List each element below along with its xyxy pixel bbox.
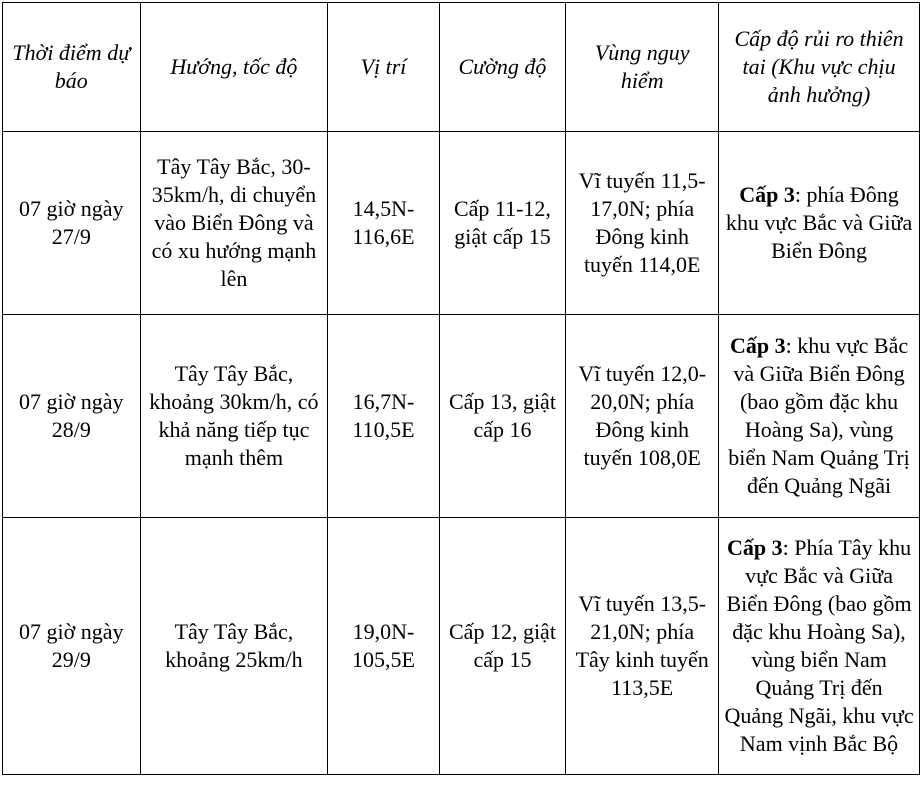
cell-direction-speed: Tây Tây Bắc, 30-35km/h, di chuyển vào Biển Đông và có xu hướng mạnh lên	[140, 132, 328, 315]
table-row	[3, 315, 920, 518]
table-row	[3, 132, 920, 315]
cell-direction-speed: Tây Tây Bắc, khoảng 25km/h	[140, 518, 328, 775]
cell-intensity: Cấp 11-12, giật cấp 15	[439, 132, 566, 315]
cell-risk-level	[719, 518, 920, 775]
header-time: Thời điểm dự báo	[3, 3, 141, 132]
table-row	[3, 518, 920, 775]
cell-time: 07 giờ ngày 27/9	[3, 132, 141, 315]
header-direction-speed: Hướng, tốc độ	[140, 3, 328, 132]
cell-risk-level	[719, 315, 920, 518]
cell-direction-speed: Tây Tây Bắc, khoảng 30km/h, có khả năng tiếp tục mạnh thêm	[140, 315, 328, 518]
risk-level-label: Cấp 3	[739, 182, 795, 207]
risk-level-label: Cấp 3	[729, 333, 786, 358]
cell-intensity: Cấp 12, giật cấp 15	[439, 518, 566, 775]
cell-position: 19,0N-105,5E	[328, 518, 439, 775]
risk-area-text: : phía Đông khu vực Bắc và Giữa Biển Đông	[725, 182, 913, 263]
cell-risk-level	[719, 132, 920, 315]
cell-danger-zone: Vĩ tuyến 13,5-21,0N; phía Tây kinh tuyến 113,5E	[566, 518, 719, 775]
header-position: Vị trí	[328, 3, 439, 132]
cell-time: 07 giờ ngày 29/9	[3, 518, 141, 775]
cell-danger-zone: Vĩ tuyến 11,5-17,0N; phía Đông kinh tuyến 114,0E	[566, 132, 719, 315]
cell-position: 14,5N-116,6E	[328, 132, 439, 315]
risk-area-text: : Phía Tây khu vực Bắc và Giữa Biển Đông (bao gồm đặc khu Hoàng Sa), vùng biển Nam Quảng Trị đến Quảng Ngãi, khu vực Nam vịnh Bắc Bộ	[724, 535, 914, 756]
cell-position: 16,7N-110,5E	[328, 315, 439, 518]
risk-area-text: : khu vực Bắc và Giữa Biển Đông (bao gồm đặc khu Hoàng Sa), vùng biển Nam Quảng Trị đến Quảng Ngãi	[728, 333, 910, 498]
storm-forecast-table	[2, 2, 920, 775]
cell-intensity: Cấp 13, giật cấp 16	[439, 315, 566, 518]
cell-danger-zone: Vĩ tuyến 12,0-20,0N; phía Đông kinh tuyến 108,0E	[566, 315, 719, 518]
header-intensity: Cường độ	[439, 3, 566, 132]
risk-level-label: Cấp 3	[726, 535, 783, 560]
table-header-row	[3, 3, 920, 132]
header-danger-zone: Vùng nguy hiểm	[566, 3, 719, 132]
cell-time: 07 giờ ngày 28/9	[3, 315, 141, 518]
header-risk-level: Cấp độ rủi ro thiên tai (Khu vực chịu ảnh hưởng)	[719, 3, 920, 132]
